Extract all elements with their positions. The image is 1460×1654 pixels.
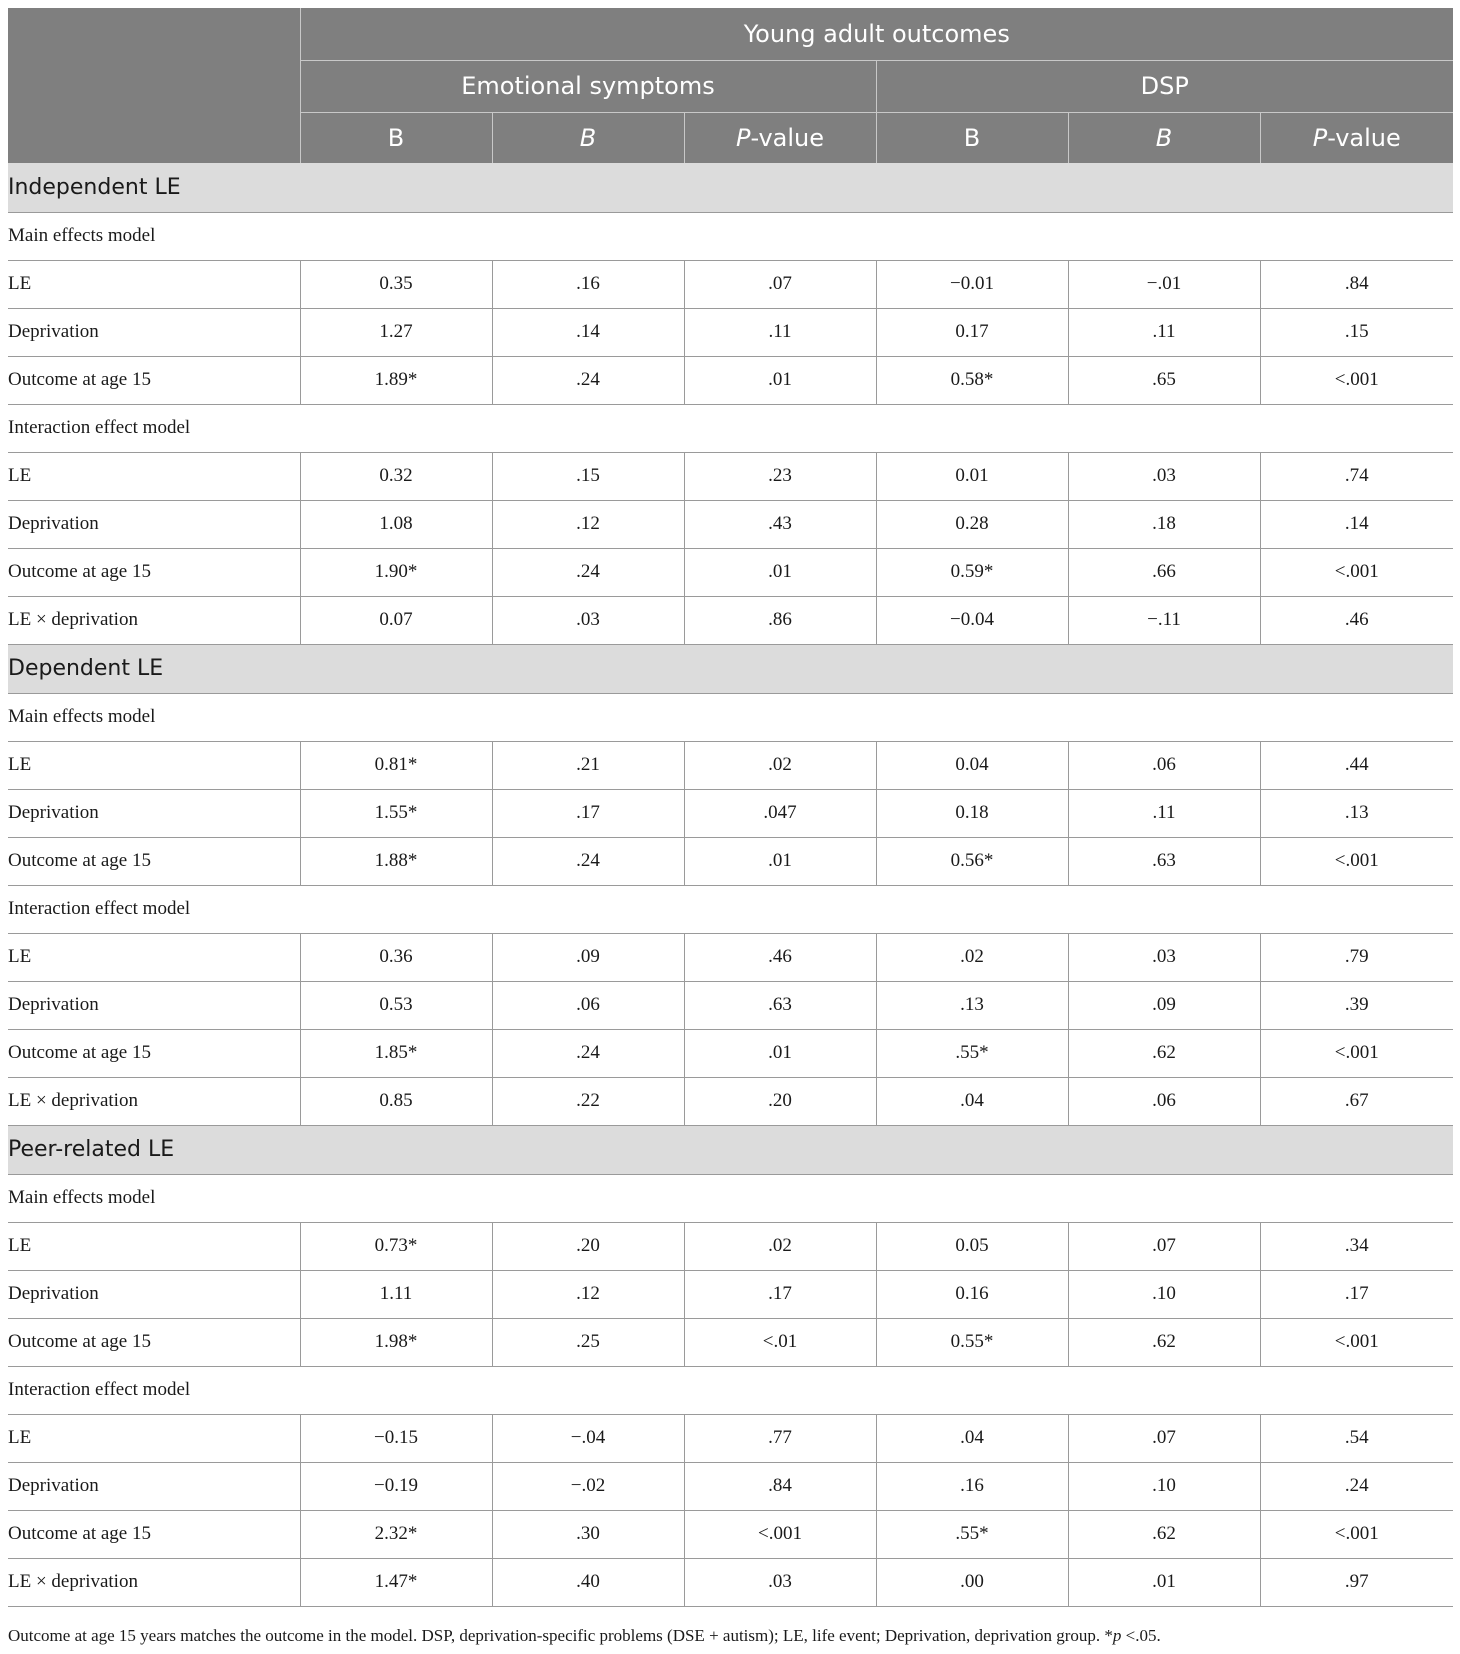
- header-col-b: B: [876, 112, 1068, 163]
- model-title: Interaction effect model: [8, 885, 1453, 933]
- table-cell: 1.27: [300, 308, 492, 356]
- footnote-text: Outcome at age 15 years matches the outcome in the model. DSP, deprivation-specific problems (DSE + autism); LE, life event; Deprivation, deprivation group. *: [8, 1626, 1113, 1645]
- table-cell: .23: [684, 452, 876, 500]
- row-label: LE: [8, 260, 300, 308]
- model-title: Interaction effect model: [8, 404, 1453, 452]
- row-label: Deprivation: [8, 500, 300, 548]
- table-cell: −0.01: [876, 260, 1068, 308]
- table-cell: .24: [492, 548, 684, 596]
- footnote-p-symbol: p: [1112, 1626, 1122, 1645]
- table-cell: .00: [876, 1558, 1068, 1606]
- table-cell: .44: [1260, 741, 1453, 789]
- table-cell: .67: [1260, 1077, 1453, 1125]
- row-label: Deprivation: [8, 1462, 300, 1510]
- table-cell: .13: [876, 981, 1068, 1029]
- table-cell: .24: [1260, 1462, 1453, 1510]
- table-cell: .84: [1260, 260, 1453, 308]
- row-label: LE × deprivation: [8, 596, 300, 644]
- table-cell: 0.59*: [876, 548, 1068, 596]
- table-cell: .62: [1068, 1510, 1260, 1558]
- model-header-row: [8, 885, 1453, 933]
- header-p-suffix: -value: [750, 123, 825, 152]
- row-label: LE × deprivation: [8, 1558, 300, 1606]
- row-label: LE × deprivation: [8, 1077, 300, 1125]
- table-row: [8, 452, 1453, 500]
- table-cell: .20: [492, 1222, 684, 1270]
- table-cell: .65: [1068, 356, 1260, 404]
- table-row: [8, 1270, 1453, 1318]
- model-title: Interaction effect model: [8, 1366, 1453, 1414]
- table-row: [8, 1029, 1453, 1077]
- table-cell: .01: [684, 1029, 876, 1077]
- table-cell: 0.55*: [876, 1318, 1068, 1366]
- table-cell: .74: [1260, 452, 1453, 500]
- section-header-row: [8, 163, 1453, 212]
- table-cell: .07: [1068, 1414, 1260, 1462]
- table-cell: −.01: [1068, 260, 1260, 308]
- table-cell: .25: [492, 1318, 684, 1366]
- table-cell: .55*: [876, 1510, 1068, 1558]
- table-cell: .14: [492, 308, 684, 356]
- table-cell: .09: [492, 933, 684, 981]
- table-cell: .22: [492, 1077, 684, 1125]
- table-cell: .12: [492, 500, 684, 548]
- table-cell: .39: [1260, 981, 1453, 1029]
- table-cell: .03: [1068, 933, 1260, 981]
- table-cell: .54: [1260, 1414, 1453, 1462]
- table-row: [8, 548, 1453, 596]
- table-cell: 0.07: [300, 596, 492, 644]
- table-cell: .09: [1068, 981, 1260, 1029]
- table-cell: .04: [876, 1077, 1068, 1125]
- table-cell: 1.90*: [300, 548, 492, 596]
- table-body: [8, 163, 1453, 1606]
- table-cell: .04: [876, 1414, 1068, 1462]
- section-header-row: [8, 1125, 1453, 1174]
- header-p-suffix: -value: [1327, 123, 1401, 152]
- table-cell: .01: [684, 548, 876, 596]
- table-cell: .14: [1260, 500, 1453, 548]
- table-cell: <.001: [1260, 1510, 1453, 1558]
- table-cell: .12: [492, 1270, 684, 1318]
- table-cell: .77: [684, 1414, 876, 1462]
- table-cell: 0.16: [876, 1270, 1068, 1318]
- table-cell: .10: [1068, 1270, 1260, 1318]
- table-cell: .40: [492, 1558, 684, 1606]
- header-dsp: DSP: [876, 60, 1453, 112]
- table-cell: .06: [1068, 741, 1260, 789]
- row-label: LE: [8, 1414, 300, 1462]
- table-cell: .62: [1068, 1318, 1260, 1366]
- header-col-b: B: [300, 112, 492, 163]
- table-cell: 1.85*: [300, 1029, 492, 1077]
- table-row: [8, 1318, 1453, 1366]
- table-row: [8, 1558, 1453, 1606]
- row-label: Outcome at age 15: [8, 1510, 300, 1558]
- table-cell: 2.32*: [300, 1510, 492, 1558]
- table-cell: .55*: [876, 1029, 1068, 1077]
- table-cell: 0.01: [876, 452, 1068, 500]
- table-cell: .06: [1068, 1077, 1260, 1125]
- table-cell: .46: [684, 933, 876, 981]
- model-title: Main effects model: [8, 212, 1453, 260]
- table-row: [8, 1222, 1453, 1270]
- table-cell: .17: [684, 1270, 876, 1318]
- table-cell: .79: [1260, 933, 1453, 981]
- row-label: Deprivation: [8, 789, 300, 837]
- table-cell: .11: [1068, 308, 1260, 356]
- table-row: [8, 260, 1453, 308]
- table-cell: 1.08: [300, 500, 492, 548]
- header-col-beta: B: [492, 112, 684, 163]
- table-row: [8, 1077, 1453, 1125]
- section-title: Peer-related LE: [8, 1125, 1453, 1174]
- row-label: LE: [8, 1222, 300, 1270]
- table-cell: −0.15: [300, 1414, 492, 1462]
- table-cell: .03: [492, 596, 684, 644]
- table-cell: 0.81*: [300, 741, 492, 789]
- table-cell: 0.85: [300, 1077, 492, 1125]
- table-cell: .46: [1260, 596, 1453, 644]
- table-footnote: [8, 1626, 1161, 1646]
- table-cell: 0.36: [300, 933, 492, 981]
- table-cell: 0.17: [876, 308, 1068, 356]
- table-cell: .10: [1068, 1462, 1260, 1510]
- table-cell: 1.89*: [300, 356, 492, 404]
- table-cell: .24: [492, 356, 684, 404]
- table-cell: .03: [684, 1558, 876, 1606]
- table-cell: 0.05: [876, 1222, 1068, 1270]
- table-cell: −0.04: [876, 596, 1068, 644]
- model-title: Main effects model: [8, 693, 1453, 741]
- table-cell: .16: [492, 260, 684, 308]
- table-cell: <.01: [684, 1318, 876, 1366]
- table-cell: <.001: [1260, 837, 1453, 885]
- table-row: [8, 1414, 1453, 1462]
- table-cell: −.11: [1068, 596, 1260, 644]
- table-cell: .11: [1068, 789, 1260, 837]
- row-label: Outcome at age 15: [8, 356, 300, 404]
- table-cell: .20: [684, 1077, 876, 1125]
- table-row: [8, 933, 1453, 981]
- section-title: Independent LE: [8, 163, 1453, 212]
- table-row: [8, 1462, 1453, 1510]
- header-col-beta: B: [1068, 112, 1260, 163]
- table-cell: −0.19: [300, 1462, 492, 1510]
- model-title: Main effects model: [8, 1174, 1453, 1222]
- table-cell: <.001: [1260, 1029, 1453, 1077]
- table-cell: .17: [492, 789, 684, 837]
- table-cell: 0.18: [876, 789, 1068, 837]
- table-cell: 0.35: [300, 260, 492, 308]
- table-cell: .62: [1068, 1029, 1260, 1077]
- table-cell: .84: [684, 1462, 876, 1510]
- header-group-title: Young adult outcomes: [300, 8, 1453, 60]
- row-label: Deprivation: [8, 981, 300, 1029]
- row-label: Outcome at age 15: [8, 1318, 300, 1366]
- table-cell: .24: [492, 1029, 684, 1077]
- table-cell: .047: [684, 789, 876, 837]
- table-cell: −.02: [492, 1462, 684, 1510]
- table-cell: .01: [684, 837, 876, 885]
- table-cell: .01: [684, 356, 876, 404]
- row-label: Outcome at age 15: [8, 1029, 300, 1077]
- table-cell: .07: [684, 260, 876, 308]
- table-cell: .18: [1068, 500, 1260, 548]
- table-cell: .24: [492, 837, 684, 885]
- table-row: [8, 837, 1453, 885]
- table-row: [8, 596, 1453, 644]
- table-cell: <.001: [1260, 356, 1453, 404]
- table-cell: .13: [1260, 789, 1453, 837]
- row-label: LE: [8, 933, 300, 981]
- table-cell: .11: [684, 308, 876, 356]
- header-corner: [8, 8, 300, 163]
- row-label: Outcome at age 15: [8, 837, 300, 885]
- table-cell: 0.53: [300, 981, 492, 1029]
- table-cell: .66: [1068, 548, 1260, 596]
- table-cell: .01: [1068, 1558, 1260, 1606]
- header-emotional-symptoms: Emotional symptoms: [300, 60, 876, 112]
- table-row: [8, 308, 1453, 356]
- table-cell: .34: [1260, 1222, 1453, 1270]
- model-header-row: [8, 1366, 1453, 1414]
- table-row: [8, 500, 1453, 548]
- table-cell: 1.98*: [300, 1318, 492, 1366]
- table-cell: −.04: [492, 1414, 684, 1462]
- table-cell: 1.47*: [300, 1558, 492, 1606]
- row-label: LE: [8, 452, 300, 500]
- table-cell: .02: [876, 933, 1068, 981]
- row-label: Deprivation: [8, 1270, 300, 1318]
- header-p-symbol: P: [1312, 123, 1328, 152]
- table-cell: <.001: [684, 1510, 876, 1558]
- table-cell: .02: [684, 1222, 876, 1270]
- table-cell: .21: [492, 741, 684, 789]
- results-table: [8, 8, 1453, 1607]
- table-cell: 0.28: [876, 500, 1068, 548]
- table-cell: .17: [1260, 1270, 1453, 1318]
- header-col-p-value: [684, 112, 876, 163]
- table-cell: .86: [684, 596, 876, 644]
- model-header-row: [8, 1174, 1453, 1222]
- table-cell: .15: [492, 452, 684, 500]
- model-header-row: [8, 693, 1453, 741]
- header-p-symbol: P: [735, 123, 751, 152]
- table-cell: 1.55*: [300, 789, 492, 837]
- table-cell: 0.32: [300, 452, 492, 500]
- table-cell: .30: [492, 1510, 684, 1558]
- table-cell: .16: [876, 1462, 1068, 1510]
- model-header-row: [8, 212, 1453, 260]
- table-cell: .97: [1260, 1558, 1453, 1606]
- table-cell: 0.04: [876, 741, 1068, 789]
- model-header-row: [8, 404, 1453, 452]
- table-cell: 0.56*: [876, 837, 1068, 885]
- table-row: [8, 356, 1453, 404]
- table-row: [8, 981, 1453, 1029]
- table-cell: <.001: [1260, 548, 1453, 596]
- table-cell: 1.88*: [300, 837, 492, 885]
- table-cell: .63: [1068, 837, 1260, 885]
- section-header-row: [8, 644, 1453, 693]
- table-cell: .02: [684, 741, 876, 789]
- table-row: [8, 789, 1453, 837]
- table-cell: 1.11: [300, 1270, 492, 1318]
- row-label: LE: [8, 741, 300, 789]
- section-title: Dependent LE: [8, 644, 1453, 693]
- table-cell: .07: [1068, 1222, 1260, 1270]
- table-cell: .15: [1260, 308, 1453, 356]
- table-row: [8, 741, 1453, 789]
- row-label: Deprivation: [8, 308, 300, 356]
- table-cell: <.001: [1260, 1318, 1453, 1366]
- row-label: Outcome at age 15: [8, 548, 300, 596]
- table-cell: 0.58*: [876, 356, 1068, 404]
- table-cell: 0.73*: [300, 1222, 492, 1270]
- footnote-threshold: <.05.: [1121, 1626, 1161, 1645]
- table-row: [8, 1510, 1453, 1558]
- table-cell: .63: [684, 981, 876, 1029]
- header-col-p-value: [1260, 112, 1453, 163]
- table-cell: .03: [1068, 452, 1260, 500]
- table-cell: .06: [492, 981, 684, 1029]
- table-cell: .43: [684, 500, 876, 548]
